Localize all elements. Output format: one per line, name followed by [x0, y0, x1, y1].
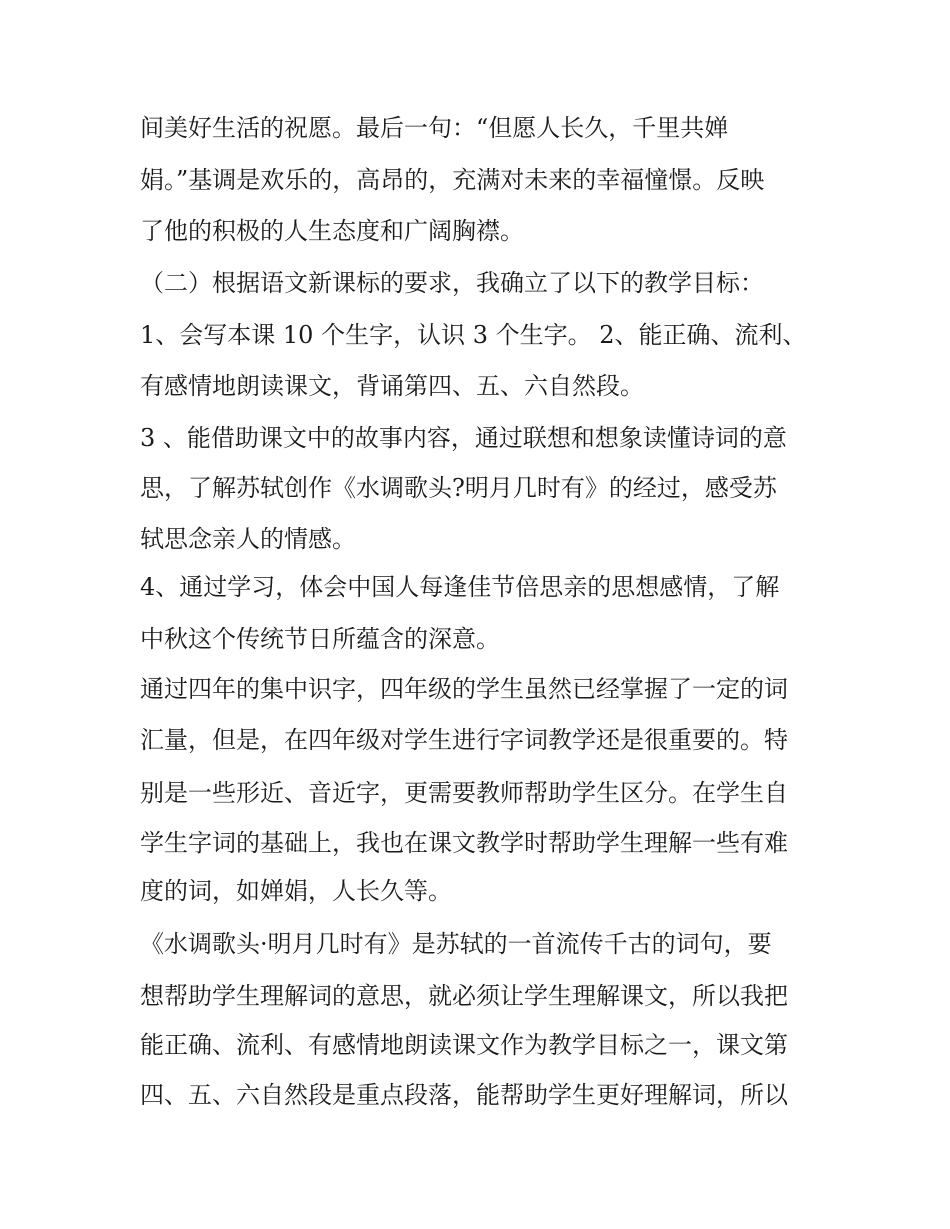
- text-line: 有感情地朗读课文，背诵第四、五、六自然段。: [140, 372, 644, 400]
- text-line: 学生字词的基础上，我也在课文教学时帮助学生理解一些有难: [140, 829, 788, 857]
- text-line: 度的词，如婵娟，人长久等。: [140, 877, 452, 905]
- text-line: 1、会写本课 10 个生字，认识 3 个生字。 2、能正确、流利、: [140, 321, 807, 349]
- text-line: 轼思念亲人的情感。: [140, 525, 356, 553]
- text-line: 4、通过学习，体会中国人每逢佳节倍思亲的思想感情，了解: [140, 573, 780, 601]
- text-line: 3 、能借助课文中的故事内容，通过联想和想象读懂诗词的意: [140, 424, 787, 452]
- text-line: 思，了解苏轼创作《水调歌头?明月几时有》的经过，感受苏: [140, 474, 777, 502]
- text-line: 汇量，但是，在四年级对学生进行字词教学还是很重要的。特: [140, 726, 788, 754]
- text-line: 通过四年的集中识字，四年级的学生虽然已经掌握了一定的词: [140, 675, 788, 703]
- text-line: 中秋这个传统节日所蕴含的深意。: [140, 625, 500, 653]
- text-line: 间美好生活的祝愿。最后一句：“但愿人长久，千里共婵: [140, 114, 729, 142]
- text-line: 四、五、六自然段是重点段落，能帮助学生更好理解词，所以: [140, 1081, 788, 1109]
- text-line: （二）根据语文新课标的要求，我确立了以下的教学目标：: [140, 269, 764, 297]
- text-line: 能正确、流利、有感情地朗读课文作为教学目标之一，课文第: [140, 1031, 788, 1059]
- text-line: 想帮助学生理解词的意思，就必须让学生理解课文，所以我把: [140, 982, 788, 1010]
- text-line: 别是一些形近、音近字，更需要教师帮助学生区分。在学生自: [140, 779, 788, 807]
- text-line: 了他的积极的人生态度和广阔胸襟。: [140, 217, 524, 245]
- text-line: 《水调歌头·明月几时有》是苏轼的一首流传千古的词句，要: [140, 930, 772, 958]
- text-line: 娟。”基调是欢乐的，高昂的，充满对未来的幸福憧憬。反映: [140, 166, 765, 194]
